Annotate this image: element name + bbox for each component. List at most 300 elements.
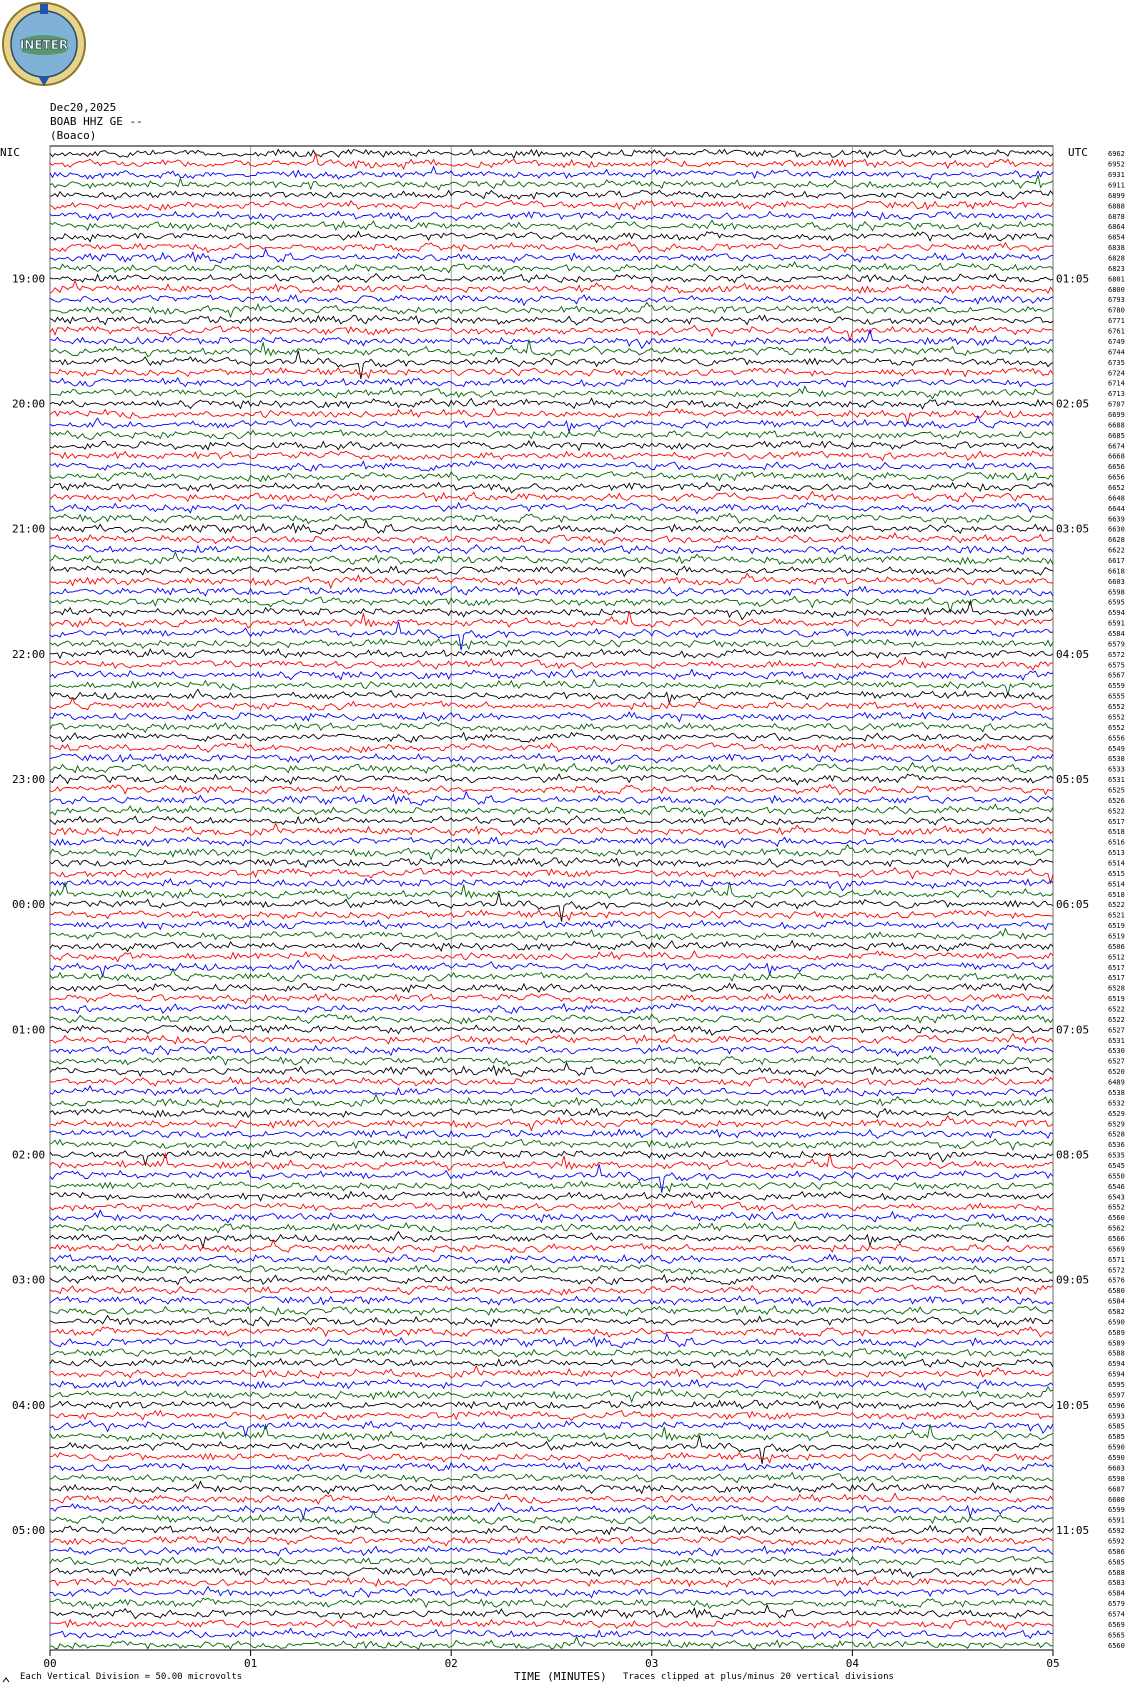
trace-value-label: 6562 [1108,1224,1125,1233]
trace-value-label: 6517 [1108,817,1125,826]
seismic-trace [50,792,1053,806]
trace-value-label: 6556 [1108,734,1125,743]
trace-value-label: 6582 [1108,1308,1125,1317]
trace-value-label: 6489 [1108,1078,1125,1087]
seismic-trace [50,249,1053,263]
seismic-trace [50,1063,1053,1077]
trace-value-label: 6714 [1108,379,1125,388]
trace-value-label: 6585 [1108,1433,1125,1442]
trace-value-label: 6543 [1108,1193,1125,1202]
seismic-trace [50,969,1053,982]
seismic-trace [50,281,1053,293]
seismic-trace [50,351,1053,380]
seismic-trace [50,315,1053,325]
scale-note: Each Vertical Division = 50.00 microvolts [20,1672,243,1682]
trace-value-label: 6529 [1108,1109,1125,1118]
trace-value-label: 6644 [1108,504,1125,513]
seismic-trace [50,929,1053,941]
trace-value-label: 6630 [1108,525,1125,534]
seismic-trace [50,232,1053,243]
trace-value-label: 6514 [1108,880,1125,889]
trace-value-label: 6688 [1108,421,1125,430]
trace-value-label: 6555 [1108,692,1125,701]
trace-value-label: 6522 [1108,901,1125,910]
trace-value-label: 6592 [1108,1537,1125,1546]
seismic-trace [50,1512,1053,1525]
seismic-trace [50,1191,1053,1200]
trace-value-label: 6707 [1108,400,1125,409]
trace-value-label: 6622 [1108,546,1125,555]
trace-value-label: 6579 [1108,640,1125,649]
trace-value-label: 6771 [1108,317,1125,326]
seismic-trace [50,1210,1053,1223]
trace-value-label: 6579 [1108,1600,1125,1609]
trace-value-label: 6618 [1108,567,1125,576]
seismic-trace [50,1116,1053,1131]
trace-value-label: 6552 [1108,1203,1125,1212]
trace-value-label: 6527 [1108,1026,1125,1035]
trace-value-label: 6962 [1108,150,1125,159]
trace-value-label: 6599 [1108,1506,1125,1515]
trace-value-label: 6735 [1108,358,1125,367]
seismic-trace [50,513,1053,523]
seismic-trace [50,167,1053,180]
seismic-trace [50,639,1053,649]
header-place: (Boaco) [50,129,97,142]
trace-value-label: 6589 [1108,1328,1125,1337]
trace-value-label: 6584 [1108,630,1125,639]
seismic-trace [50,785,1053,795]
trace-value-label: 6517 [1108,963,1125,972]
svg-text:INETER: INETER [19,38,69,52]
x-tick-label: 02 [444,1657,458,1670]
trace-value-label: 6590 [1108,1318,1125,1327]
seismic-trace [50,368,1053,378]
seismic-trace [50,823,1053,835]
seismic-trace [50,1387,1053,1402]
seismic-trace [50,1421,1053,1436]
seismic-trace [50,566,1053,576]
seismic-trace [50,416,1053,432]
local-hour-label: 00:00 [12,898,46,912]
trace-value-label: 6574 [1108,1610,1125,1619]
header-date: Dec20,2025 [50,101,117,114]
utc-time-label: UTC [1068,146,1088,159]
utc-hour-label: 09:05 [1056,1273,1090,1287]
seismic-trace [50,1587,1053,1598]
trace-value-label: 6536 [1108,1141,1125,1150]
seismic-trace [50,1025,1053,1035]
trace-value-label: 6628 [1108,536,1125,545]
seismic-trace [50,574,1053,589]
seismic-trace [50,1327,1053,1337]
trace-value-label: 6528 [1108,1130,1125,1139]
trace-value-label: 6594 [1108,1370,1125,1379]
trace-value-label: 6512 [1108,953,1125,962]
local-hour-label: 04:00 [12,1398,46,1412]
trace-value-label: 6531 [1108,1036,1125,1045]
trace-value-label: 6800 [1108,285,1125,294]
seismic-trace [50,1264,1053,1274]
trace-value-label: 6531 [1108,776,1125,785]
trace-value-label: 6575 [1108,661,1125,670]
trace-value-label: 6656 [1108,463,1125,472]
trace-value-label: 6569 [1108,1620,1125,1629]
trace-value-label: 6888 [1108,202,1125,211]
seismic-trace [50,1095,1053,1107]
seismic-trace [50,1222,1053,1233]
trace-value-label: 6596 [1108,1401,1125,1410]
trace-value-label: 6854 [1108,233,1125,242]
seismic-trace [50,774,1053,785]
trace-value-label: 6597 [1108,1391,1125,1400]
seismic-trace [50,1605,1053,1619]
seismic-trace [50,1536,1053,1546]
trace-value-label: 6588 [1108,1349,1125,1358]
seismic-trace [50,763,1053,773]
trace-value-label: 6552 [1108,713,1125,722]
trace-value-label: 6518 [1108,890,1125,899]
seismic-trace [50,274,1053,283]
trace-value-label: 6532 [1108,1099,1125,1108]
x-axis-title: TIME (MINUTES) [514,1670,607,1683]
trace-value-label: 6594 [1108,1360,1125,1369]
trace-value-label: 6590 [1108,1443,1125,1452]
trace-value-label: 6603 [1108,577,1125,586]
seismic-trace [50,220,1053,230]
header-station: BOAB HHZ GE -- [50,115,143,128]
utc-hour-label: 04:05 [1056,647,1090,661]
seismic-trace [50,1045,1053,1056]
trace-value-label: 6521 [1108,911,1125,920]
local-hour-label: 05:00 [12,1524,46,1538]
seismic-trace [50,149,1053,158]
seismic-trace [50,1556,1053,1566]
trace-value-label: 6567 [1108,671,1125,680]
trace-value-label: 6506 [1108,942,1125,951]
seismic-trace [50,451,1053,460]
trace-value-label: 6600 [1108,1495,1125,1504]
clip-note: Traces clipped at plus/minus 20 vertical divisions [623,1672,894,1682]
seismic-trace [50,1004,1053,1014]
seismic-trace [50,1598,1053,1609]
seismic-trace [50,1109,1053,1119]
seismic-trace [50,712,1053,722]
trace-value-label: 6607 [1108,1485,1125,1494]
trace-value-label: 6593 [1108,1412,1125,1421]
seismic-trace [50,669,1053,680]
seismic-trace [50,723,1053,733]
seismic-trace [50,1379,1053,1390]
seismic-trace [50,698,1053,711]
trace-value-label: 6823 [1108,264,1125,273]
seismic-trace [50,816,1053,825]
local-hour-label: 20:00 [12,397,46,411]
seismic-trace [50,154,1053,169]
trace-value-label: 6566 [1108,1234,1125,1243]
trace-value-label: 6952 [1108,160,1125,169]
seismic-trace [50,743,1053,753]
local-time-label: NIC [0,146,20,159]
seismic-trace [50,200,1053,210]
trace-value-label: 6585 [1108,1558,1125,1567]
trace-value-label: 6552 [1108,723,1125,732]
seismic-trace [50,1316,1053,1328]
trace-value-label: 6552 [1108,703,1125,712]
seismic-trace [50,295,1053,305]
trace-value-label: 6545 [1108,1161,1125,1170]
seismic-trace [50,1255,1053,1264]
seismic-trace [50,611,1053,628]
seismic-trace [50,1334,1053,1348]
utc-hour-label: 08:05 [1056,1148,1090,1162]
trace-value-label: 6525 [1108,786,1125,795]
utc-hour-label: 05:05 [1056,773,1090,787]
trace-value-label: 6586 [1108,1547,1125,1556]
trace-value-label: 6569 [1108,1245,1125,1254]
trace-value-label: 6526 [1108,796,1125,805]
seismic-trace [50,845,1053,860]
seismic-trace [50,1620,1053,1630]
seismic-trace [50,689,1053,703]
seismic-trace [50,533,1053,545]
trace-value-label: 6656 [1108,473,1125,482]
trace-value-label: 6584 [1108,1297,1125,1306]
trace-value-label: 6589 [1108,1339,1125,1348]
seismic-trace [50,951,1053,962]
trace-value-label: 6674 [1108,442,1125,451]
trace-value-label: 6744 [1108,348,1125,357]
seismic-trace [50,1411,1053,1421]
seismic-trace [50,804,1053,816]
trace-value-label: 6598 [1108,588,1125,597]
seismic-trace [50,657,1053,670]
trace-value-label: 6617 [1108,557,1125,566]
utc-hour-label: 01:05 [1056,272,1090,286]
trace-value-label: 6668 [1108,452,1125,461]
local-hour-label: 02:00 [12,1148,46,1162]
seismic-trace [50,910,1053,920]
trace-value-label: 6535 [1108,1151,1125,1160]
trace-value-label: 6838 [1108,244,1125,253]
seismic-trace [50,1481,1053,1494]
trace-value-label: 6519 [1108,932,1125,941]
trace-value-label: 6572 [1108,1266,1125,1275]
utc-hour-label: 02:05 [1056,397,1090,411]
seismic-trace [50,680,1053,695]
seismic-trace [50,1296,1053,1306]
trace-value-label: 6580 [1108,1287,1125,1296]
trace-value-label: 6572 [1108,650,1125,659]
utc-hour-label: 10:05 [1056,1398,1090,1412]
seismic-trace [50,1034,1053,1044]
trace-value-label: 6588 [1108,1568,1125,1577]
trace-value-label: 6780 [1108,306,1125,315]
trace-value-label: 6591 [1108,1516,1125,1525]
trace-value-label: 6911 [1108,181,1125,190]
trace-value-label: 6519 [1108,922,1125,931]
seismic-trace [50,858,1053,867]
seismic-trace [50,1637,1053,1650]
trace-value-label: 6560 [1108,1641,1125,1650]
seismic-trace [50,1453,1053,1463]
local-hour-label: 23:00 [12,773,46,787]
seismic-trace [50,1546,1053,1556]
trace-value-label: 6591 [1108,619,1125,628]
trace-value-label: 6527 [1108,1057,1125,1066]
trace-value-label: 6648 [1108,494,1125,503]
seismic-trace [50,1526,1053,1535]
x-tick-label: 04 [845,1657,860,1670]
seismic-trace [50,1357,1053,1368]
local-hour-label: 22:00 [12,647,46,661]
seismic-trace [50,1150,1053,1165]
trace-value-label: 6639 [1108,515,1125,524]
trace-value-label: 6529 [1108,1120,1125,1129]
trace-value-label: 6565 [1108,1631,1125,1640]
trace-value-label: 6538 [1108,755,1125,764]
seismic-trace [50,1577,1053,1587]
seismic-trace [50,1275,1053,1285]
utc-hour-label: 06:05 [1056,898,1090,912]
seismic-trace [50,1400,1053,1409]
trace-value-label: 6522 [1108,1005,1125,1014]
trace-value-label: 6559 [1108,682,1125,691]
seismic-trace [50,1139,1053,1150]
trace-value-label: 6571 [1108,1255,1125,1264]
trace-value-label: 6550 [1108,1172,1125,1181]
trace-value-label: 6533 [1108,765,1125,774]
seismic-trace [50,552,1053,564]
trace-value-label: 6590 [1108,1454,1125,1463]
seismic-trace [50,983,1053,992]
seismic-trace [50,302,1053,317]
seismic-trace [50,430,1053,440]
trace-value-label: 6522 [1108,807,1125,816]
seismic-trace [50,386,1053,399]
seismic-trace [50,597,1053,612]
trace-value-label: 6595 [1108,598,1125,607]
seismic-trace [50,754,1053,764]
trace-value-label: 6549 [1108,744,1125,753]
seismic-trace [50,1232,1053,1248]
trace-value-label: 6538 [1108,1088,1125,1097]
seismic-trace [50,1493,1053,1504]
seismic-trace [50,733,1053,743]
trace-value-label: 6592 [1108,1527,1125,1536]
seismic-trace [50,503,1053,514]
trace-value-label: 6516 [1108,838,1125,847]
trace-value-label: 6585 [1108,1422,1125,1431]
utc-hour-label: 03:05 [1056,522,1090,536]
trace-value-label: 6864 [1108,223,1125,232]
seismic-trace [50,837,1053,847]
trace-value-label: 6520 [1108,1068,1125,1077]
trace-value-label: 6518 [1108,828,1125,837]
trace-value-label: 6685 [1108,431,1125,440]
trace-value-label: 6749 [1108,337,1125,346]
seismic-trace [50,190,1053,199]
seismic-trace [50,1086,1053,1096]
seismic-trace [50,483,1053,493]
trace-value-label: 6594 [1108,609,1125,618]
utc-hour-label: 11:05 [1056,1524,1090,1538]
seismic-trace [50,545,1053,554]
seismic-trace [50,326,1053,341]
seismic-trace [50,492,1053,502]
trace-value-label: 6595 [1108,1381,1125,1390]
trace-value-label: 6899 [1108,191,1125,200]
trace-value-label: 6514 [1108,859,1125,868]
trace-value-label: 6584 [1108,1589,1125,1598]
seismic-trace [50,440,1053,450]
seismic-trace [50,1366,1053,1378]
local-hour-label: 03:00 [12,1273,46,1287]
local-hour-label: 01:00 [12,1023,46,1037]
scale-marker-icon [2,1676,10,1684]
seismic-trace [50,1503,1053,1519]
seismic-trace [50,993,1053,1003]
seismic-trace [50,1567,1053,1577]
trace-value-label: 6515 [1108,869,1125,878]
seismic-trace [50,920,1053,929]
seismic-trace [50,1077,1053,1087]
seismic-trace [50,601,1053,620]
seismic-trace [50,262,1053,274]
trace-value-label: 6828 [1108,254,1125,263]
seismic-trace [50,398,1053,409]
trace-value-label: 6560 [1108,1214,1125,1223]
seismic-trace [50,1285,1053,1295]
seismic-trace [50,1056,1053,1066]
seismic-trace [50,1014,1053,1024]
trace-value-label: 6793 [1108,296,1125,305]
trace-value-label: 6652 [1108,483,1125,492]
trace-value-label: 6713 [1108,390,1125,399]
seismic-trace [50,649,1053,658]
trace-value-label: 6513 [1108,849,1125,858]
x-tick-label: 05 [1046,1657,1060,1670]
trace-value-label: 6528 [1108,984,1125,993]
seismic-trace [50,1348,1053,1358]
trace-value-label: 6878 [1108,212,1125,221]
trace-value-label: 6530 [1108,1047,1125,1056]
trace-value-label: 6598 [1108,1474,1125,1483]
trace-value-label: 6517 [1108,974,1125,983]
seismic-trace [50,1129,1053,1138]
trace-value-label: 6699 [1108,410,1125,419]
seismic-trace [50,242,1053,252]
trace-value-label: 6603 [1108,1464,1125,1473]
seismic-trace [50,587,1053,597]
trace-value-label: 6546 [1108,1182,1125,1191]
seismic-trace [50,941,1053,952]
trace-value-label: 6931 [1108,171,1125,180]
trace-value-label: 6519 [1108,995,1125,1004]
seismic-trace [50,1201,1053,1211]
utc-hour-label: 07:05 [1056,1023,1090,1037]
x-tick-label: 03 [645,1657,659,1670]
local-hour-label: 21:00 [12,522,46,536]
trace-value-label: 6583 [1108,1579,1125,1588]
x-tick-label: 01 [243,1657,258,1670]
seismic-trace [50,1240,1053,1253]
trace-value-label: 6761 [1108,327,1125,336]
trace-value-label: 6522 [1108,1015,1125,1024]
trace-value-label: 6576 [1108,1276,1125,1285]
seismic-trace [50,378,1053,387]
seismic-trace [50,1182,1053,1192]
